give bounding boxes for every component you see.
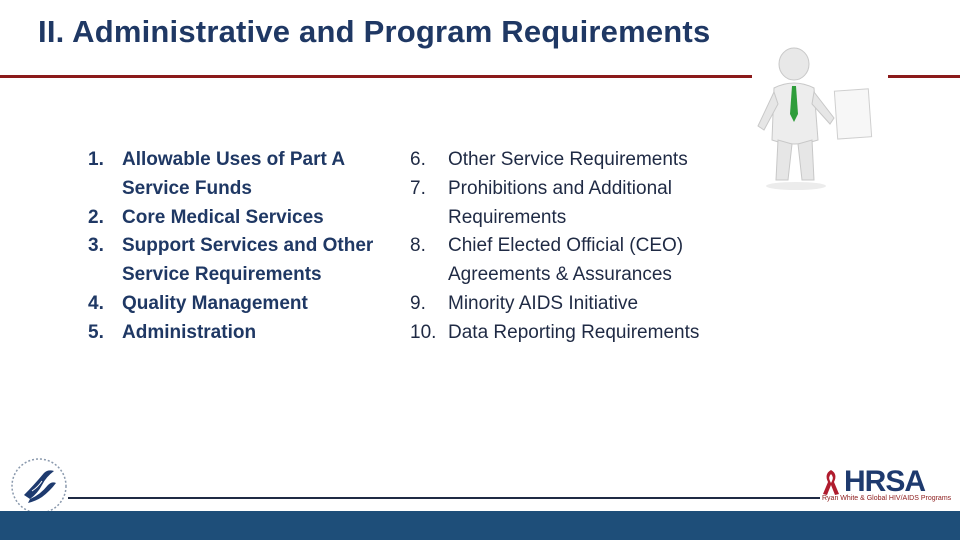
- list-item: 3. Support Services and Other Service Requirements: [88, 235, 374, 286]
- list-item: 7. Prohibitions and Additional Requirements: [410, 177, 672, 228]
- red-ribbon-icon: [820, 468, 842, 496]
- list-item: 9. Minority AIDS Initiative: [410, 292, 639, 314]
- person-holding-paper-illustration: [752, 44, 888, 194]
- footer-bar: [0, 511, 960, 540]
- list-item: 1. Allowable Uses of Part A Service Funds: [88, 149, 345, 199]
- hhs-eagle-logo: [8, 455, 70, 517]
- list-item: 6. Other Service Requirements: [410, 149, 688, 170]
- requirements-list-right: [410, 146, 750, 348]
- list-item: 10. Data Reporting Requirements: [410, 321, 700, 343]
- list-item: 2. Core Medical Services: [88, 206, 324, 228]
- hrsa-program-tagline: Ryan White & Global HIV/AIDS Programs: [822, 495, 952, 502]
- list-item: 4. Quality Management: [88, 292, 308, 314]
- list-item: 5. Administration: [88, 321, 257, 343]
- footer-divider: [68, 497, 820, 499]
- list-item: 8. Chief Elected Official (CEO) Agreements & Assurances: [410, 235, 684, 286]
- hrsa-wordmark: HRSA: [844, 465, 926, 498]
- hrsa-logo: [818, 465, 952, 504]
- slide-title: II. Administrative and Program Requirements: [38, 14, 711, 49]
- requirements-list-left: [88, 146, 398, 348]
